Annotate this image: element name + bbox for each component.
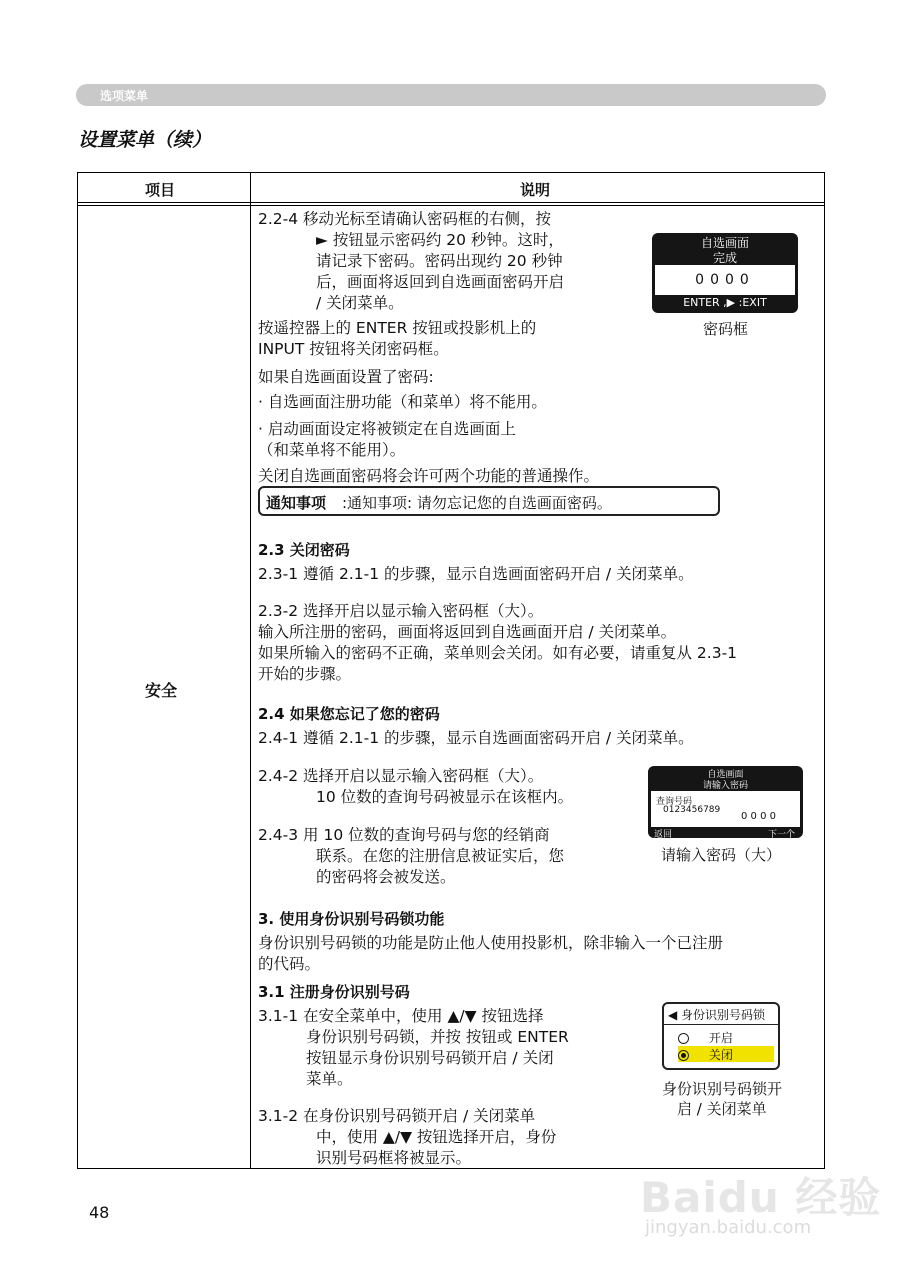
step-2-4-3-line1: 2.4-3 用 10 位数的查询号码与您的经销商 [258, 826, 550, 844]
step-3-1-1-line2: 身份识别号码锁，并按 按钮或 ENTER [306, 1028, 569, 1046]
column-divider [250, 172, 251, 1169]
step-3-1-1-line4: 菜单。 [306, 1070, 353, 1088]
step-3-1-2-line1: 3.1-2 在身份识别号码锁开启 / 关闭菜单 [258, 1107, 536, 1125]
section-label: 选项菜单 [100, 89, 149, 103]
pin-lock-option-off[interactable] [678, 1046, 774, 1062]
osd2-digits: 0 0 0 0 [741, 811, 776, 822]
bullet-2-line1: · 启动画面设定将被锁定在自选画面上 [258, 420, 516, 438]
step-3-1-1-line1: 3.1-1 在安全菜单中，使用 ▲/▼ 按钮选择 [258, 1007, 544, 1025]
osd1-title2: 完成 [712, 251, 737, 265]
step-2-3-2-line4: 开始的步骤。 [258, 665, 352, 683]
pin-lock-divider [664, 1024, 778, 1025]
osd2-back: 返回 [654, 830, 673, 840]
osd2-number: 0123456789 [663, 805, 721, 815]
step-2-2-4-line1: 2.2-4 移动光标至请确认密码框的右侧，按 [258, 210, 552, 228]
step-2-2-4-line5: / 关闭菜单。 [316, 294, 404, 312]
step-2-3-2-line2: 输入所注册的密码，画面将返回到自选画面开启 / 关闭菜单。 [258, 623, 677, 641]
heading-3-1: 3.1 注册身份识别号码 [258, 983, 410, 1001]
header-divider [77, 202, 825, 203]
notice-text: :通知事项: 请勿忘记您的自选画面密码。 [342, 494, 612, 512]
step-2-4-3-line3: 的密码将会被发送。 [316, 868, 456, 886]
step-2-2-4-line2: ► 按钮显示密码约 20 秒钟。这时， [316, 231, 564, 249]
password-box-screen [652, 233, 798, 313]
close-note: 关闭自选画面密码将会许可两个功能的普通操作。 [258, 467, 600, 485]
step-2-3-2-line3: 如果所输入的密码不正确，菜单则会关闭。如有必要，请重复从 2.3-1 [258, 644, 738, 662]
step-2-3-2-line1: 2.3-2 选择开启以显示输入密码框（大）。 [258, 602, 544, 620]
osd1-footer: ENTER ,▶ :EXIT [683, 296, 767, 309]
pin-lock-caption-line1: 身份识别号码锁开 [662, 1080, 783, 1098]
step-2-4-3-line2: 联系。在您的注册信息被证实后，您 [316, 847, 565, 865]
password-box-caption: 密码框 [703, 320, 749, 338]
watermark-brand: Baidu 经验 [640, 1173, 882, 1222]
step-2-4-2-line2: 10 位数的查询号码被显示在该框内。 [316, 788, 574, 806]
notice-label: 通知事项 [266, 494, 327, 512]
pin-lock-title: ◀ 身份识别号码锁 [668, 1008, 766, 1022]
osd2-label: 查询号码 [656, 797, 693, 807]
para-3-line1: 身份识别号码锁的功能是防止他人使用投影机，除非输入一个已注册 [258, 934, 724, 952]
pin-lock-caption-line2: 启 / 关闭菜单 [677, 1100, 767, 1118]
step-2-3-1: 2.3-1 遵循 2.1-1 的步骤，显示自选画面密码开启 / 关闭菜单。 [258, 565, 694, 583]
column-header-description: 说明 [520, 181, 551, 199]
step-2-4-1: 2.4-1 遵循 2.1-1 的步骤，显示自选画面密码开启 / 关闭菜单。 [258, 729, 694, 747]
bullet-2-line2: （和菜单将不能用）。 [258, 441, 406, 459]
page-number: 48 [89, 1203, 110, 1222]
heading-3: 3. 使用身份识别号码锁功能 [258, 910, 445, 928]
pin-lock-option-on-label: 开启 [708, 1031, 733, 1045]
step-3-1-2-line3: 识别号码框将被显示。 [316, 1149, 472, 1167]
step-2-2-4-line3: 请记录下密码。密码出现约 20 秒钟 [316, 252, 563, 270]
osd1-digits: 0000 [655, 265, 795, 295]
item-name-security: 安全 [145, 681, 178, 700]
osd1-title1: 自选画面 [700, 236, 749, 250]
enter-password-big-caption: 请输入密码（大） [661, 846, 782, 864]
notice-box [258, 486, 720, 516]
watermark-url: jingyan.baidu.com [645, 1217, 812, 1238]
heading-2-4: 2.4 如果您忘记了您的密码 [258, 705, 440, 723]
enter-password-big-screen [648, 766, 803, 838]
step-2-4-2-line1: 2.4-2 选择开启以显示输入密码框（大）。 [258, 767, 544, 785]
pin-lock-option-off-label: 关闭 [708, 1048, 733, 1062]
pin-lock-menu [662, 1002, 780, 1070]
pin-lock-title-text: 身份识别号码锁 [681, 1008, 766, 1022]
heading-2-3: 2.3 关闭密码 [258, 541, 350, 559]
section-header-bar [76, 84, 826, 106]
pin-lock-option-on[interactable] [678, 1029, 774, 1045]
osd2-next: 下一个 [767, 830, 795, 840]
osd2-title2: 请输入密码 [702, 781, 748, 791]
enter-note-line2: INPUT 按钮将关闭密码框。 [258, 340, 449, 358]
column-header-item: 项目 [145, 181, 176, 199]
radio-icon [678, 1033, 689, 1044]
bullet-1: · 自选画面注册功能（和菜单）将不能用。 [258, 393, 547, 411]
step-3-1-2-line2: 中，使用 ▲/▼ 按钮选择开启，身份 [316, 1128, 557, 1146]
page-title: 设置菜单（续） [78, 129, 212, 151]
enter-note-line1: 按遥控器上的 ENTER 按钮或投影机上的 [258, 319, 537, 337]
osd2-title1: 自选画面 [707, 770, 744, 780]
step-3-1-1-line3: 按钮显示身份识别号码锁开启 / 关闭 [306, 1049, 554, 1067]
osd2-body [651, 791, 800, 827]
step-2-2-4-line4: 后，画面将返回到自选画面密码开启 [316, 273, 565, 291]
para-3-line2: 的代码。 [258, 955, 321, 973]
if-set-text: 如果自选画面设置了密码: [258, 368, 434, 386]
header-divider-2 [77, 205, 825, 206]
radio-selected-icon [678, 1050, 689, 1061]
